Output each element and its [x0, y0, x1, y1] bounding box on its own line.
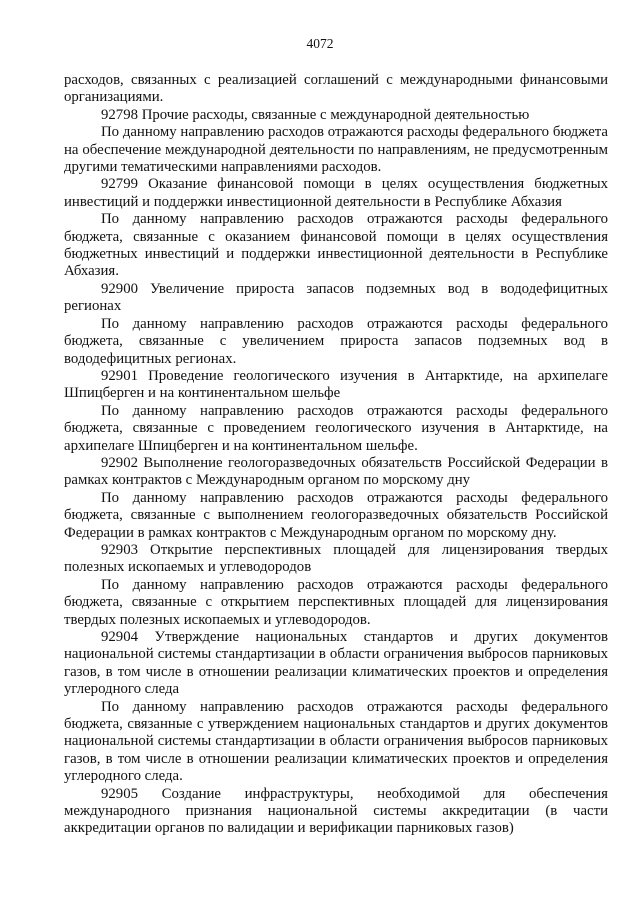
section-body-92799: По данному направлению расходов отражаются расходы федерального бюджета, связанные с оказанием финансовой помощи в целях осуществления бюджетных инвестиций и поддержки инвестиционной деятельности в Республике Абхазия. [64, 211, 608, 280]
section-body-92798: По данному направлению расходов отражаются расходы федерального бюджета на обеспечение международной деятельности по направлениям, не предусмотренным другими тематическими направлениями расходов. [64, 124, 608, 176]
section-heading-92904: 92904 Утверждение национальных стандартов и других документов национальной системы стандартизации в области ограничения выбросов парниковых газов, в том числе в отношении реализации климатических проектов и определения углеродного следа [64, 629, 608, 698]
section-body-92902: По данному направлению расходов отражаются расходы федерального бюджета, связанные с выполнением геологоразведочных обязательств Российской Федерации в рамках контрактов с Международным органом по морскому дну. [64, 489, 608, 541]
section-heading-92798: 92798 Прочие расходы, связанные с международной деятельностью [101, 106, 530, 123]
page-number: 4072 [306, 36, 334, 51]
section-heading-92799: 92799 Оказание финансовой помощи в целях осуществления бюджетных инвестиций и поддержки инвестиционной деятельности в Республике Абхазия [64, 176, 608, 210]
section-heading-92901: 92901 Проведение геологического изучения в Антарктиде, на архипелаге Шпицберген и на континентальном шельфе [64, 367, 608, 402]
section-heading-92902: 92902 Выполнение геологоразведочных обязательств Российской Федерации в рамках контрактов с Международным органом по морскому дну [64, 454, 608, 489]
document-body [64, 72, 608, 838]
section-body-92903: По данному направлению расходов отражаются расходы федерального бюджета, связанные с открытием перспективных площадей для лицензирования твердых полезных ископаемых и углеводородов. [64, 576, 608, 628]
section-heading-92903: 92903 Открытие перспективных площадей для лицензирования твердых полезных ископаемых и углеводородов [64, 541, 608, 576]
section-heading-92900: 92900 Увеличение прироста запасов подземных вод в вододефицитных регионах [64, 280, 608, 315]
paragraph-continuation: расходов, связанных с реализацией соглашений с международными финансовыми организациями. [64, 72, 608, 106]
section-body-92900: По данному направлению расходов отражаются расходы федерального бюджета, связанные с увеличением прироста запасов подземных вод в вододефицитных регионах. [64, 315, 608, 367]
section-heading-92905: 92905 Создание инфраструктуры, необходимой для обеспечения международного признания национальной системы аккредитации (в части аккредитации органов по валидации и верификации парниковых газов) [64, 785, 608, 837]
section-body-92904: По данному направлению расходов отражаются расходы федерального бюджета, связанные с утверждением национальных стандартов и других документов национальной системы стандартизации в области ограничения выбросов парниковых газов, в том числе в отношении реализации климатических проектов и определения углеродного следа. [64, 698, 608, 785]
section-body-92901: По данному направлению расходов отражаются расходы федерального бюджета, связанные с проведением геологического изучения в Антарктиде, на архипелаге Шпицберген и на континентальном шельфе. [64, 402, 608, 454]
